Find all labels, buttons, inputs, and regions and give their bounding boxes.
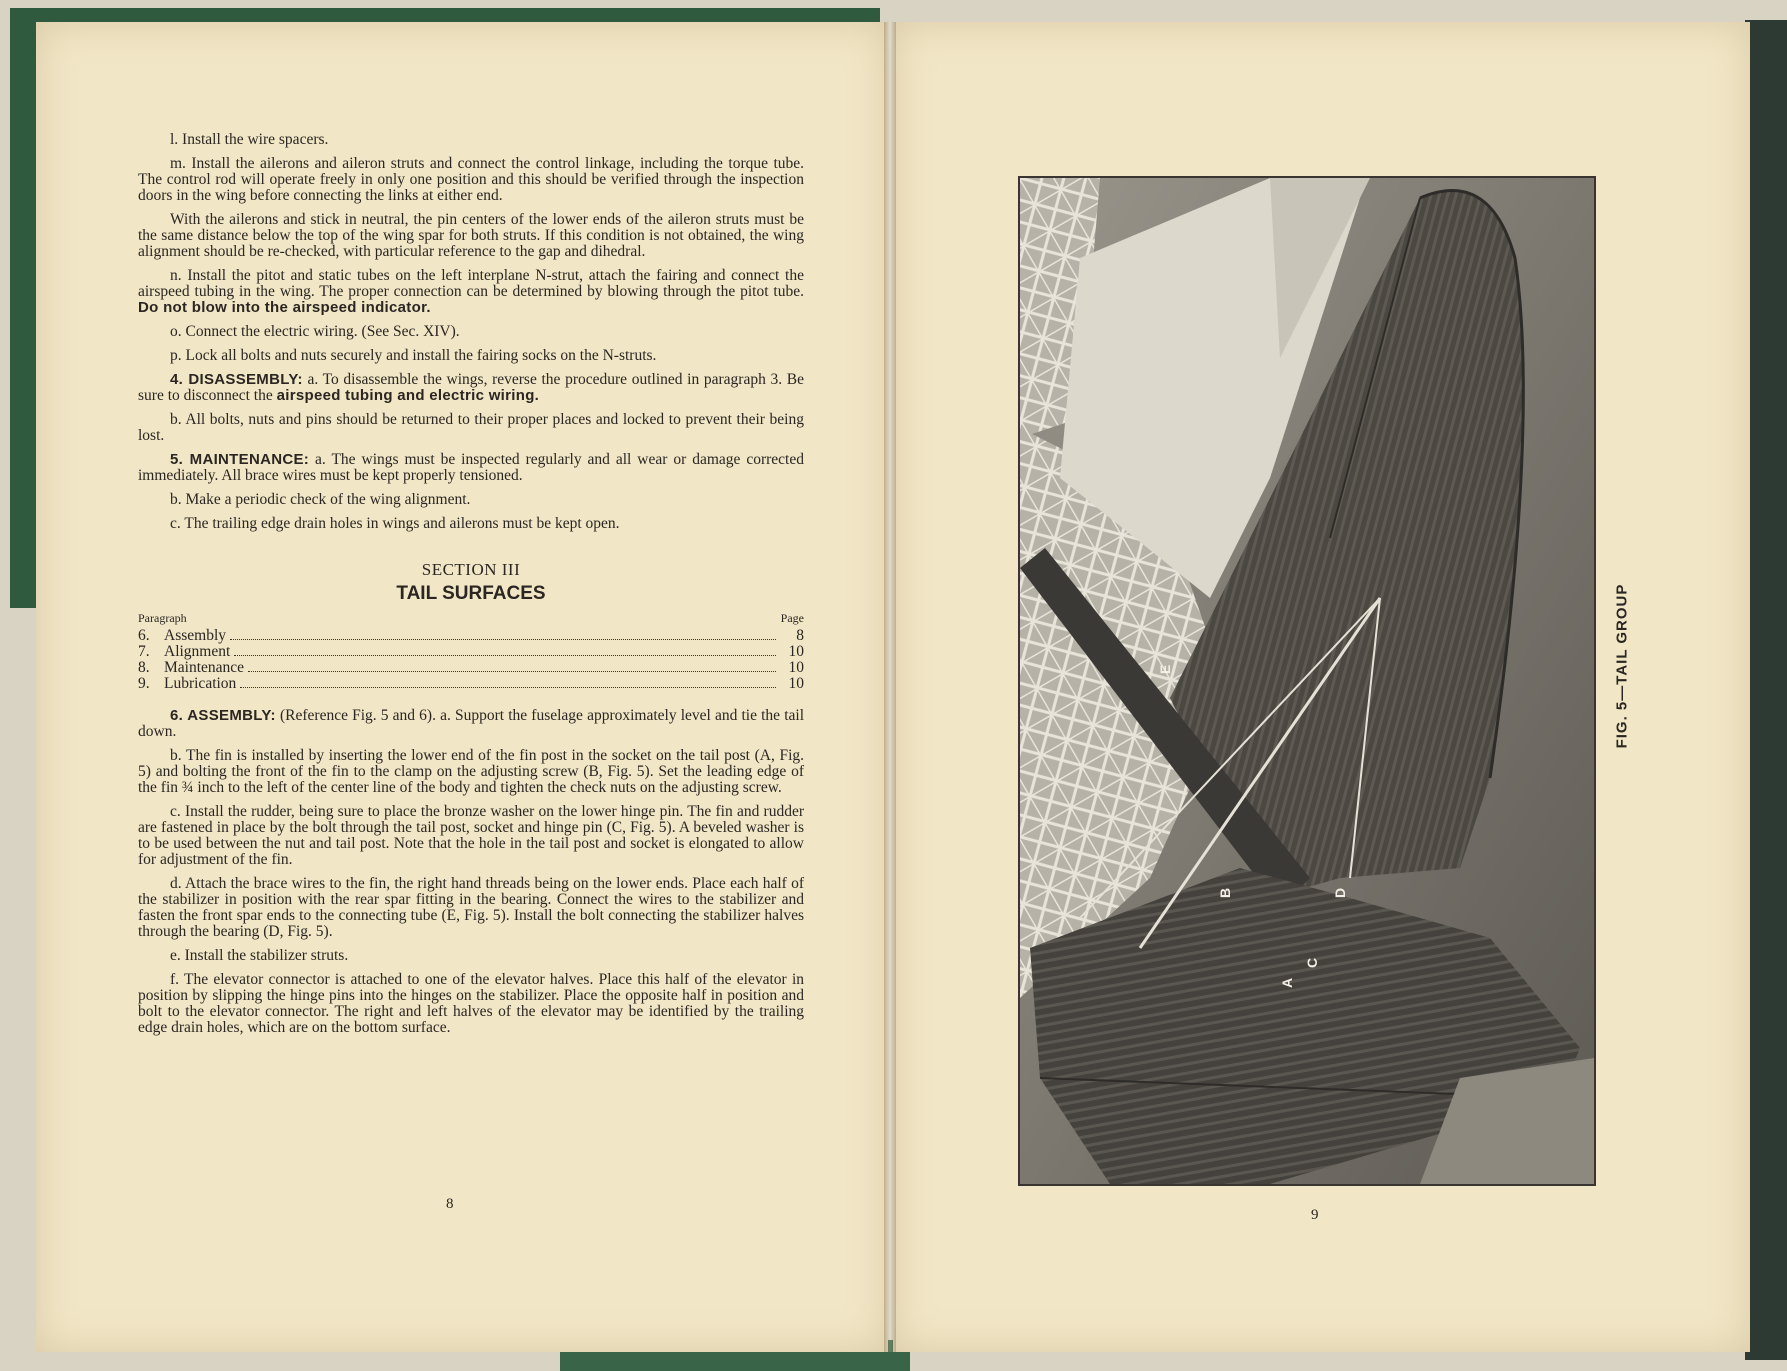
- paragraph-group-2: [138, 708, 804, 1036]
- toc-page: 10: [788, 643, 804, 660]
- paragraph-text: b. All bolts, nuts and pins should be returned to their proper places and locked to prevent their being lost.: [138, 411, 804, 444]
- paragraph-text: c. Install the rudder, being sure to place the bronze washer on the lower hinge pin. The fin and rudder are fastened in place by the bolt through the tail post, socket and hinge pin (C, Fig. 5). A beveled washer is to be used between the nut and tail post. Note that the hole in the tail post and socket is elongated to allow for adjustment of the fin.: [138, 803, 804, 868]
- paragraph-text: f. The elevator connector is attached to one of the elevator halves. Place this half of the elevator in position by slipping the hinge pins into the hinges on the stabilizer. Place the opposite half in position and bolt to the elevator connector. The right and left halves of the elevator may be identified by the trailing edge drain holes, which are on the bottom surface.: [138, 971, 804, 1036]
- paragraph-text: b. The fin is installed by inserting the lower end of the fin post in the socket on the tail post (A, Fig. 5) and bolting the front of the fin to the clamp on the adjusting screw (B, Fig. 5). Set the leading edge of the fin ¾ inch to the left of the center line of the body and tighten the check nuts on the adjusting screw.: [138, 747, 804, 796]
- book-cover-right: [1745, 20, 1787, 1360]
- paragraph-text: l. Install the wire spacers.: [170, 131, 329, 148]
- toc-number: 7.: [138, 643, 150, 660]
- paragraph: [138, 412, 804, 444]
- paragraph: [138, 324, 804, 340]
- section-title: TAIL SURFACES: [396, 583, 546, 604]
- paragraph-text: m. Install the ailerons and aileron struts and connect the control linkage, including the torque tube. The control rod will operate freely in only one position and this should be verified through the inspection doors in the wing before connecting the links at either end.: [138, 155, 804, 204]
- paragraph-text: c. The trailing edge drain holes in wings and ailerons must be kept open.: [170, 515, 620, 532]
- left-page-text: [138, 132, 804, 1044]
- toc-title: Alignment: [164, 643, 231, 660]
- toc-header-page: Page: [780, 611, 804, 625]
- paragraph-group-1: [138, 132, 804, 532]
- paragraph-heading: 5. MAINTENANCE:: [170, 451, 310, 468]
- toc-number: 6.: [138, 627, 150, 644]
- paragraph: [138, 452, 804, 484]
- paragraph: [138, 876, 804, 940]
- paragraph-text: a. The wings must be inspected regularly and all wear or damage corrected immediately. All brace wires must be kept properly tensioned.: [138, 451, 804, 484]
- toc-page: 10: [788, 659, 804, 676]
- paragraph: [138, 804, 804, 868]
- photo-label-d: D: [1332, 887, 1348, 898]
- toc-title: Assembly: [164, 627, 226, 644]
- paragraph-text: a. To disassemble the wings, reverse the procedure outlined in paragraph 3. Be sure to disconnect the: [138, 371, 804, 404]
- paragraph-text: p. Lock all bolts and nuts securely and install the fairing socks on the N-struts.: [170, 347, 657, 364]
- photo-label-b: B: [1217, 887, 1233, 898]
- toc-leader: [230, 639, 776, 640]
- paragraph: [138, 948, 804, 964]
- paragraph-text: With the ailerons and stick in neutral, the pin centers of the lower ends of the aileron struts must be the same distance below the top of the wing spar for both struts. If this condition is not obtained, the wing alignment should be re-checked, with particular reference to the gap and dihedral.: [138, 211, 804, 260]
- photo-label-c: C: [1304, 957, 1320, 968]
- toc-page: 10: [788, 675, 804, 692]
- paragraph: [138, 972, 804, 1036]
- tail-group-photo: [1018, 176, 1596, 1186]
- paragraph-text: e. Install the stabilizer struts.: [170, 947, 349, 964]
- paragraph: [138, 348, 804, 364]
- paragraph-heading: 4. DISASSEMBLY:: [170, 371, 303, 388]
- toc-row: [138, 628, 804, 644]
- tail-group-photo-drawing: [1020, 178, 1594, 1184]
- paragraph-text: n. Install the pitot and static tubes on the left interplane N-strut, attach the fairing and connect the airspeed tubing in the wing. The proper connection can be determined by blowing through the pitot tube.: [138, 267, 804, 300]
- toc-number: 9.: [138, 675, 150, 692]
- left-page-number: 8: [446, 1196, 454, 1212]
- paragraph: [138, 268, 804, 316]
- paragraph: [138, 492, 804, 508]
- paragraph: [138, 156, 804, 204]
- paragraph-emphasis: Do not blow into the airspeed indicator.: [138, 299, 431, 316]
- toc-number: 8.: [138, 659, 150, 676]
- paragraph: [138, 708, 804, 740]
- right-page-number: 9: [1311, 1207, 1319, 1223]
- toc-leader: [248, 671, 776, 672]
- paragraph-text: b. Make a periodic check of the wing alignment.: [170, 491, 471, 508]
- paragraph-text: o. Connect the electric wiring. (See Sec. XIV).: [170, 323, 460, 340]
- toc-leader: [234, 655, 776, 656]
- toc-leader: [240, 687, 776, 688]
- section-label: SECTION III: [421, 560, 521, 579]
- paragraph-text: d. Attach the brace wires to the fin, the right hand threads being on the lower ends. Place each half of the stabilizer in position with the rear spar fitting in the bearing. Connect the wires to the stabilizer and fasten the front spar ends to the connecting tube (E, Fig. 5). Install the bolt connecting the stabilizer halves through the bearing (D, Fig. 5).: [138, 875, 804, 940]
- photo-label-a: A: [1279, 977, 1295, 988]
- table-of-contents: [138, 610, 804, 692]
- paragraph-heading: 6. ASSEMBLY:: [170, 707, 276, 724]
- paragraph: [138, 212, 804, 260]
- book-gutter: [884, 22, 896, 1352]
- paragraph-text: (Reference Fig. 5 and 6). a. Support the fuselage approximately level and tie the tail down.: [138, 707, 804, 740]
- paragraph: [138, 748, 804, 796]
- toc-title: Lubrication: [164, 675, 237, 692]
- paragraph-emphasis: airspeed tubing and electric wiring.: [276, 387, 540, 404]
- toc-row: [138, 644, 804, 660]
- paragraph: [138, 132, 804, 148]
- paragraph: [138, 516, 804, 532]
- toc-title: Maintenance: [164, 659, 245, 676]
- toc-row: [138, 676, 804, 692]
- figure-caption: FIG. 5—TAIL GROUP: [1613, 583, 1631, 749]
- photo-label-e: E: [1157, 664, 1173, 674]
- toc-row: [138, 660, 804, 676]
- toc-page: 8: [796, 627, 804, 644]
- toc-header-paragraph: Paragraph: [138, 611, 187, 625]
- paragraph: [138, 372, 804, 404]
